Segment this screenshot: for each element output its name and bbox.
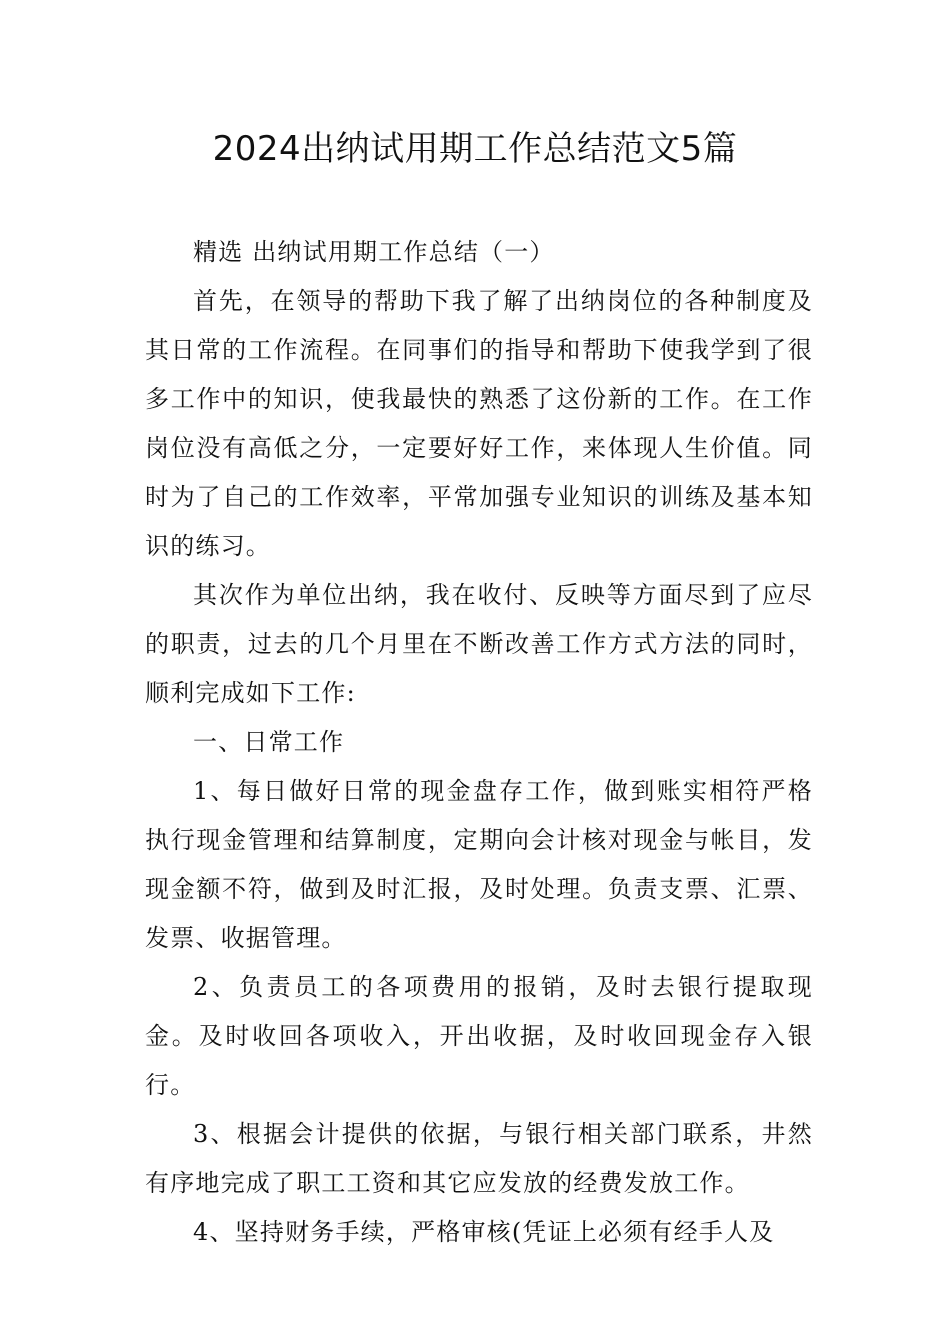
paragraph: 首先，在领导的帮助下我了解了出纳岗位的各种制度及其日常的工作流程。在同事们的指导和帮助下使我学到了很多工作中的知识，使我最快的熟悉了这份新的工作。在工作岗位没有高低之分，一定要好好工作，来体现人生价值。同时为了自己的工作效率，平常加强专业知识的训练及基本知识的练习。 bbox=[145, 287, 813, 560]
paragraph: 其次作为单位出纳，我在收付、反映等方面尽到了应尽的职责，过去的几个月里在不断改善工作方式方法的同时，顺利完成如下工作: bbox=[145, 581, 813, 707]
paragraph: 4、坚持财务手续，严格审核(凭证上必须有经手人及 bbox=[193, 1218, 775, 1246]
paragraph: 3、根据会计提供的依据，与银行相关部门联系，井然有序地完成了职工工资和其它应发放的经费发放工作。 bbox=[145, 1120, 813, 1197]
document-title: 2024出纳试用期工作总结范文5篇 bbox=[212, 129, 738, 169]
section-subtitle: 精选 出纳试用期工作总结（一） bbox=[193, 238, 555, 266]
document-body bbox=[145, 228, 813, 1257]
paragraph: 2、负责员工的各项费用的报销，及时去银行提取现金。及时收回各项收入，开出收据，及时收回现金存入银行。 bbox=[145, 973, 813, 1099]
paragraph: 1、每日做好日常的现金盘存工作，做到账实相符严格执行现金管理和结算制度，定期向会计核对现金与帐目，发现金额不符，做到及时汇报，及时处理。负责支票、汇票、发票、收据管理。 bbox=[145, 777, 813, 952]
section-heading: 一、日常工作 bbox=[193, 728, 345, 756]
